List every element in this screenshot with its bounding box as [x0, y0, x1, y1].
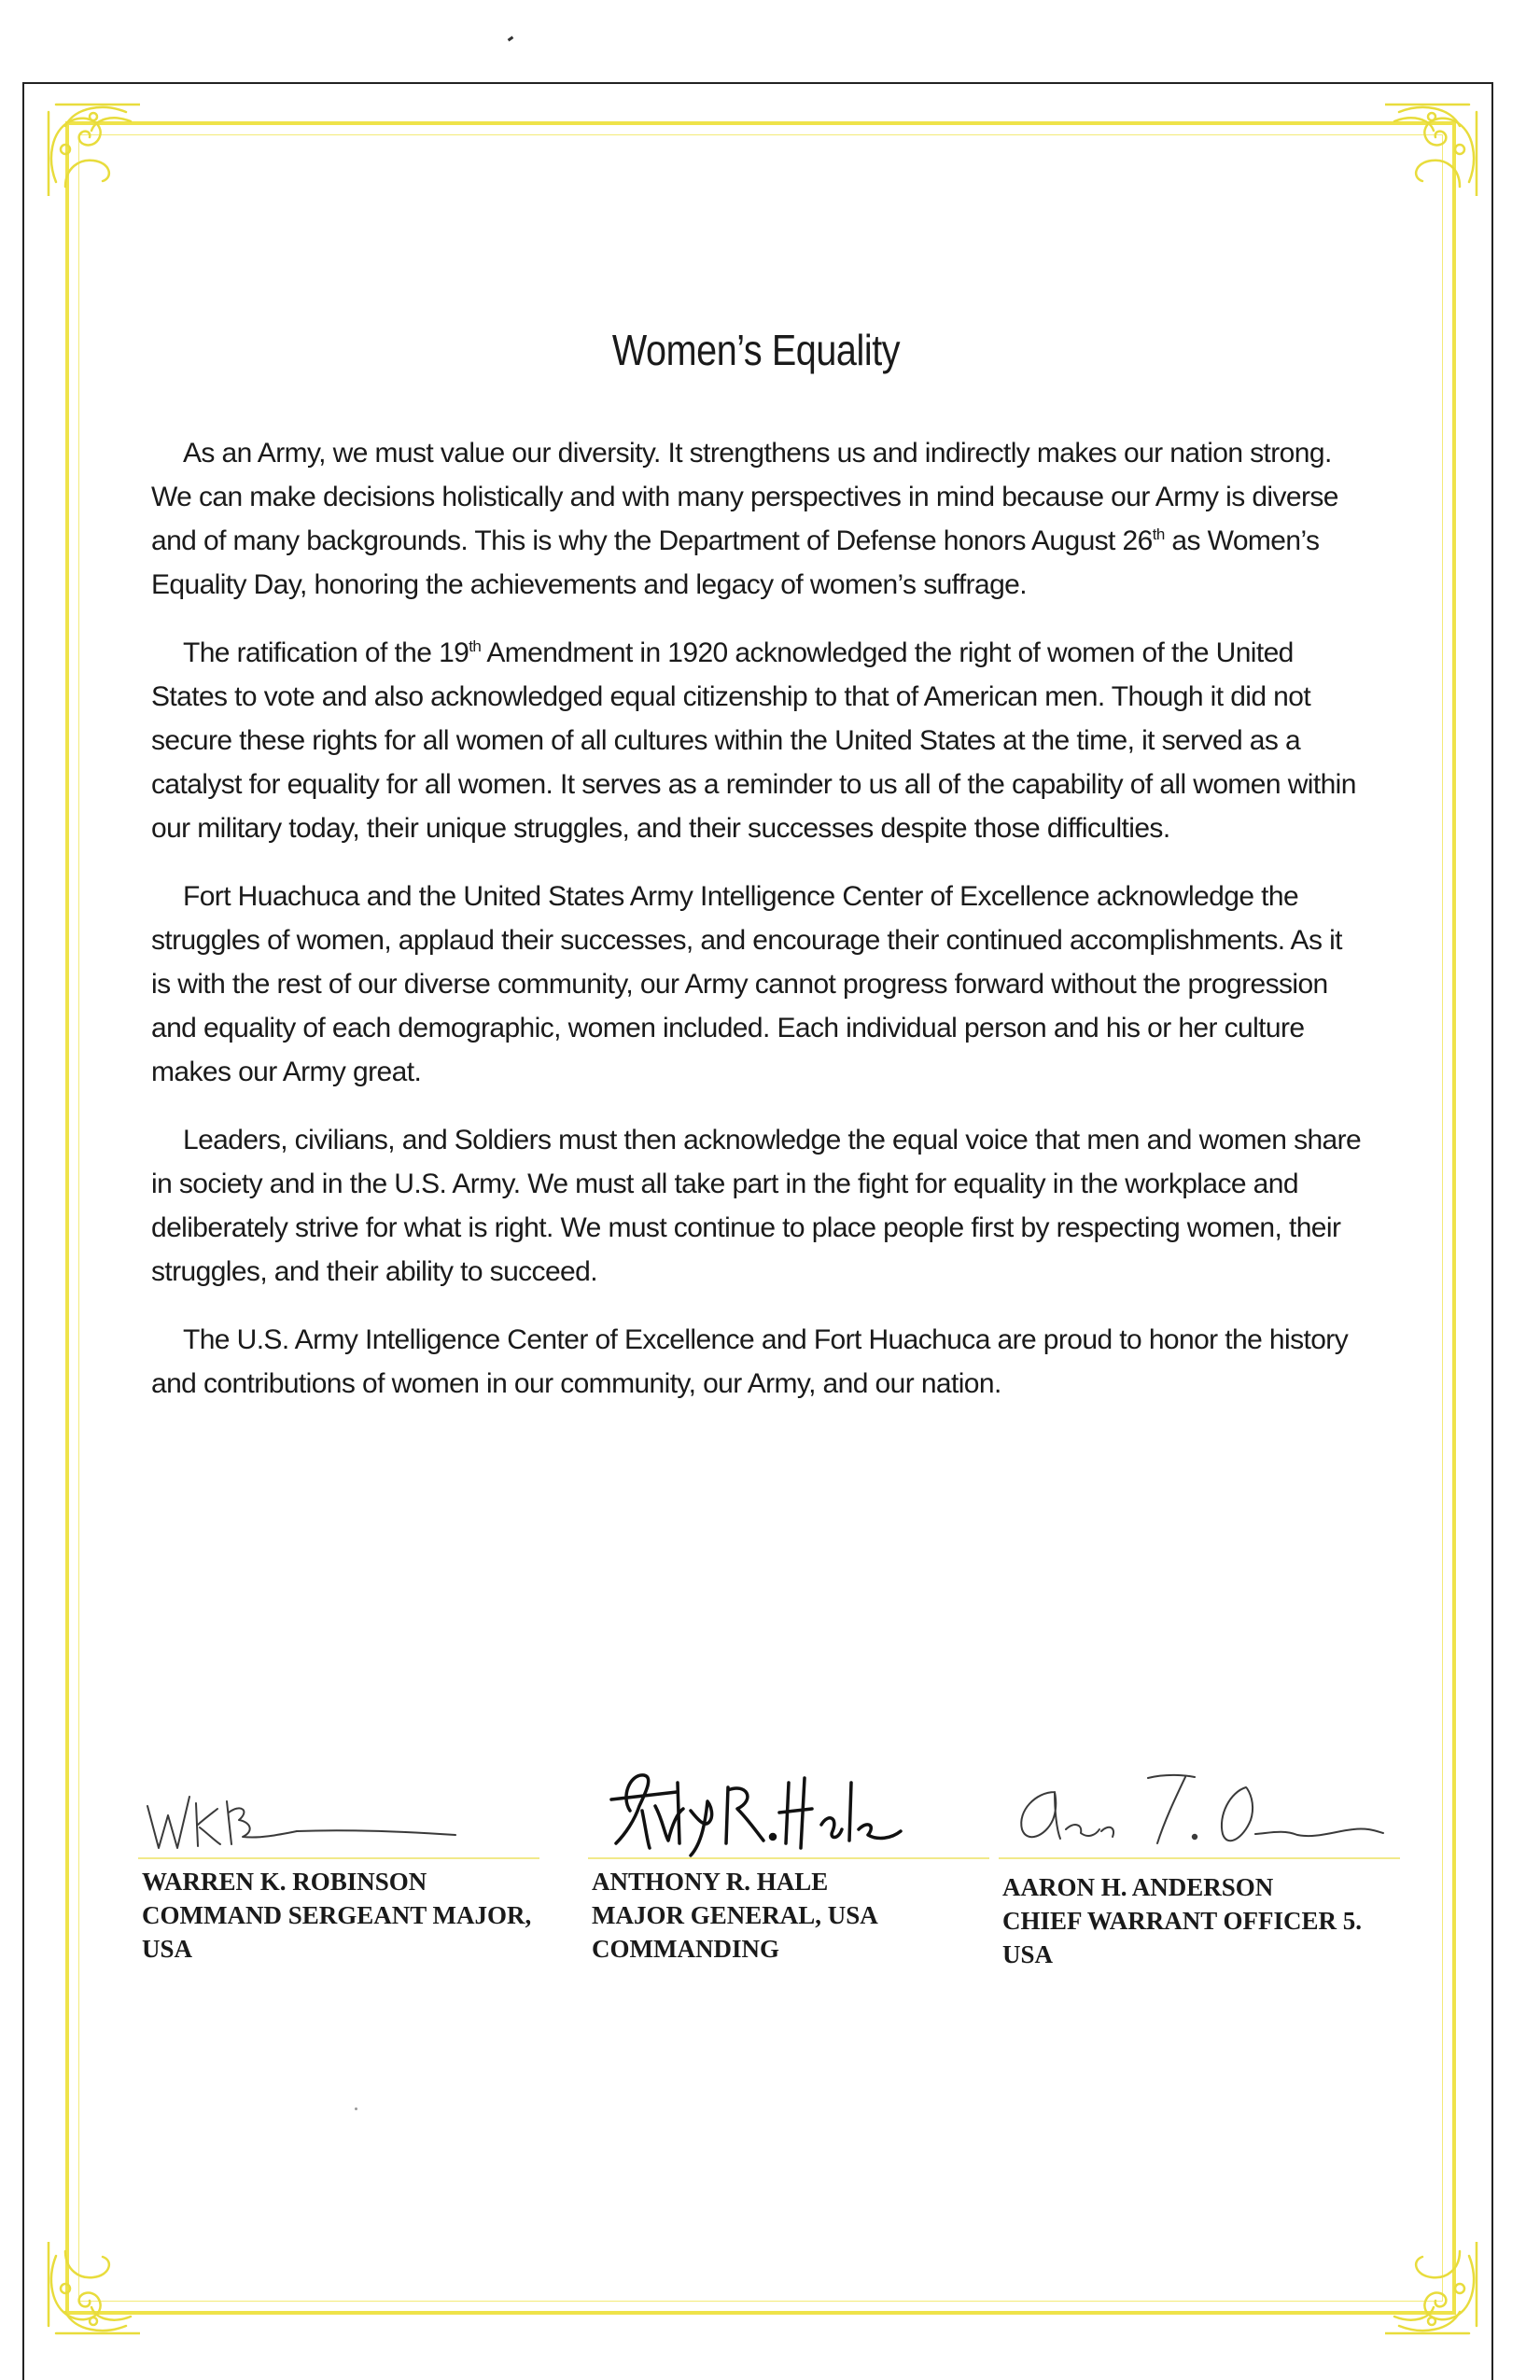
signer-title: MAJOR GENERAL, USA — [592, 1901, 878, 1929]
flourish-corner-icon — [37, 2242, 140, 2345]
paragraph-2: The ratification of the 19th Amendment in 1920 acknowledged the right of women of the United States to vote and also acknowledged equal citizenship to that of American men. Though it did not secure these rights for all women of all cultures within the United States at the time, it served as a catalyst for equality for all women. It serves as a reminder to us all of the capability of all women within our military today, their unique struggles, and their successes despite those difficulties. — [151, 637, 1356, 844]
signer-title: COMMAND SERGEANT MAJOR, — [142, 1901, 532, 1929]
document-title: Women’s Equality — [611, 326, 901, 374]
handwritten-signature — [999, 1755, 1391, 1857]
stray-mark — [508, 36, 514, 42]
paragraph-3: Fort Huachuca and the United States Army Intelligence Center of Excellence acknowledge the struggles of women, applaud their successes, and encourage their continued accomplishments. As it is with the rest of our diverse community, our Army cannot progress forward without the progression and equality of each demographic, women included. Each individual person and his or her culture makes our Army great. — [151, 881, 1342, 1087]
signature-block-robinson — [138, 1755, 530, 1966]
signer-name: AARON H. ANDERSON — [1002, 1873, 1274, 1901]
scan-speck — [355, 2107, 357, 2110]
signature-block-anderson — [999, 1755, 1391, 1971]
signer-title: CHIEF WARRANT OFFICER 5. — [1002, 1907, 1363, 1935]
signer-branch: USA — [1002, 1940, 1054, 1968]
signer-name: ANTHONY R. HALE — [592, 1868, 829, 1896]
flourish-corner-icon — [37, 93, 140, 196]
paragraph-5: The U.S. Army Intelligence Center of Excellence and Fort Huachuca are proud to honor the history and contributions of women in our community, our Army, and our nation. — [151, 1324, 1349, 1399]
signer-branch: USA — [142, 1935, 193, 1963]
flourish-corner-icon — [1385, 93, 1488, 196]
paragraph-1: As an Army, we must value our diversity. It strengthens us and indirectly makes our nation strong. We can make decisions holistically and with many perspectives in mind because our Army is diverse and of many backgrounds. This is why the Department of Defense honors August 26th as Women’s Equality Day, honoring the achievements and legacy of women’s suffrage. — [151, 438, 1338, 600]
signer-name: WARREN K. ROBINSON — [142, 1868, 427, 1896]
paragraph-4: Leaders, civilians, and Soldiers must then acknowledge the equal voice that men and women share in society and in the U.S. Army. We must all take part in the fight for equality in the workplace and deliberately strive for what is right. We must continue to place people first by respecting women, their struggles, and their ability to succeed. — [151, 1125, 1362, 1287]
flourish-corner-icon — [1385, 2242, 1488, 2345]
signer-branch: COMMANDING — [592, 1935, 779, 1963]
signature-block-hale — [588, 1755, 980, 1966]
handwritten-signature — [588, 1755, 980, 1857]
handwritten-signature — [138, 1755, 530, 1857]
document-body — [151, 431, 1365, 1430]
